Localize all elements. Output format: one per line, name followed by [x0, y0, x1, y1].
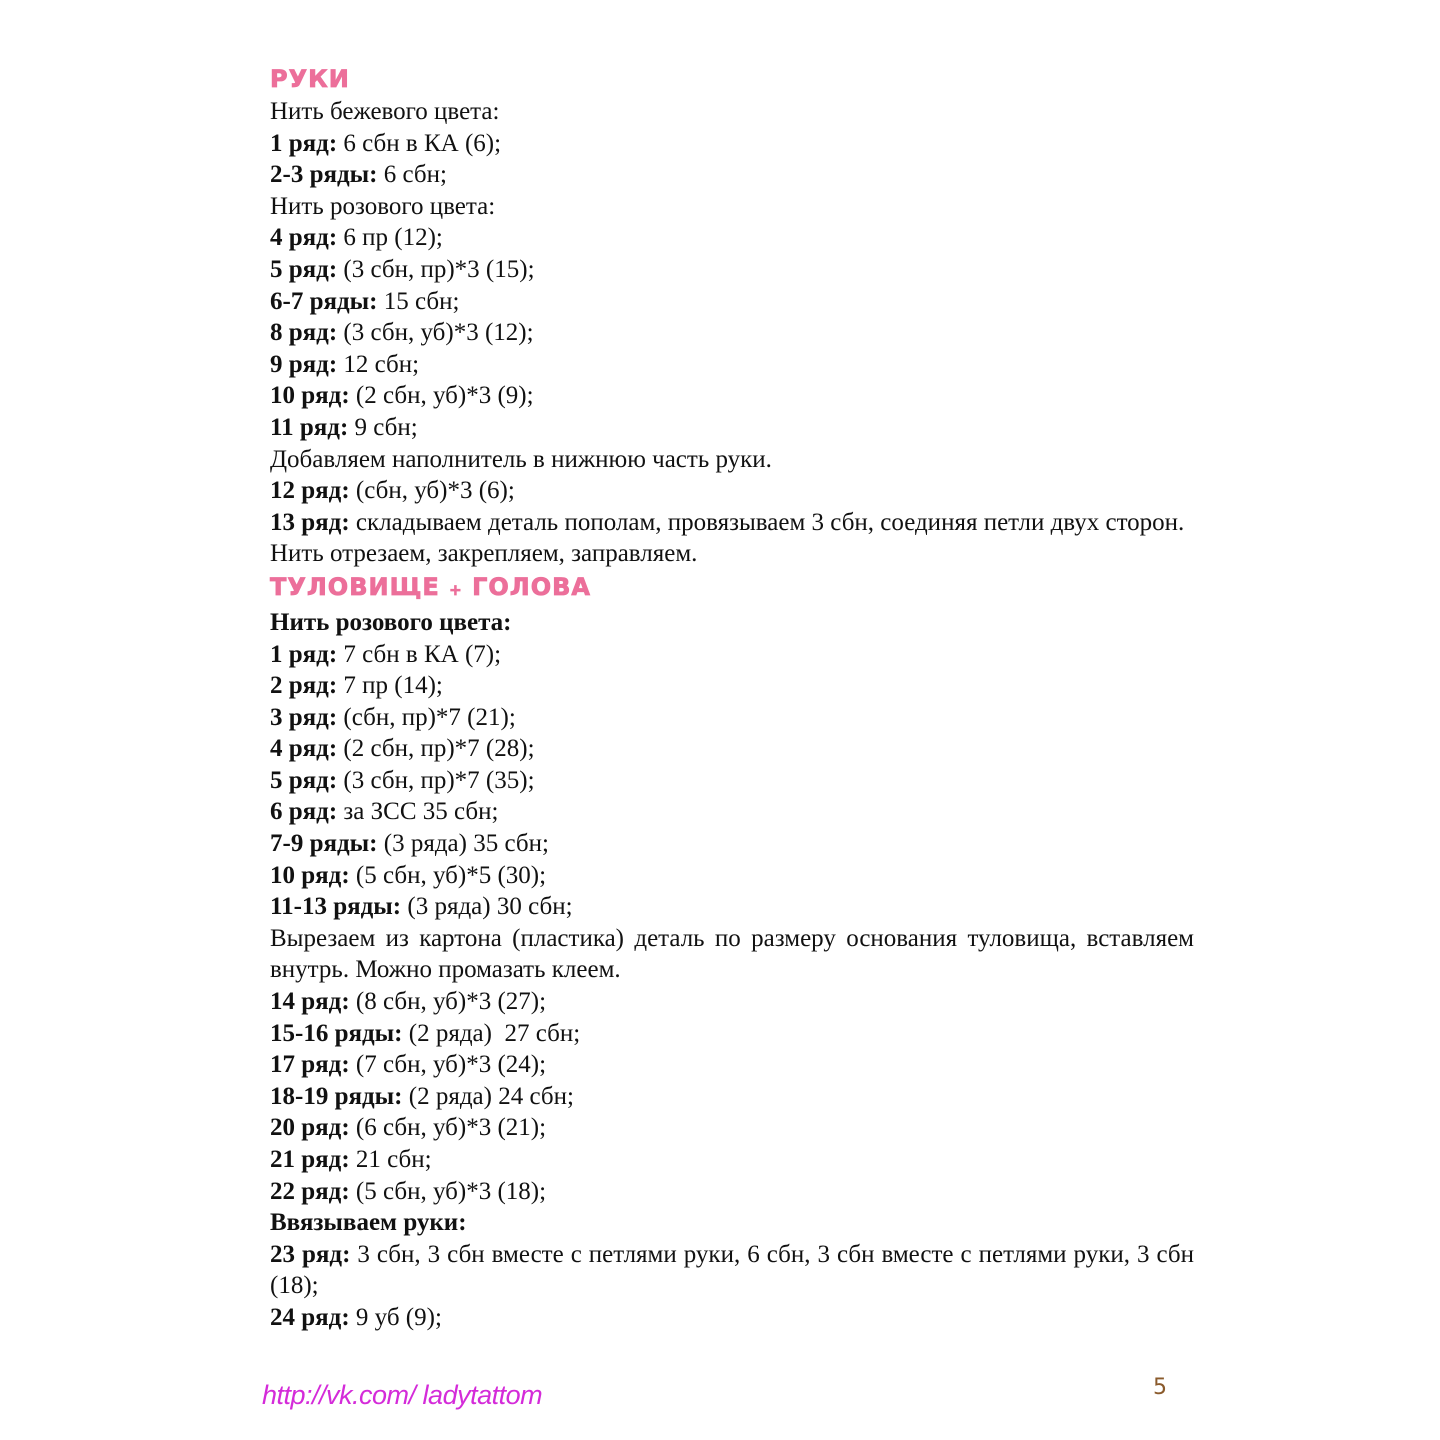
arms-line-pink: Нить розового цвета:: [270, 192, 496, 220]
body-row-5: 5 ряд: (3 сбн, пр)*7 (35);: [270, 766, 535, 794]
arms-row-2-3: 2-3 ряды: 6 сбн;: [270, 161, 447, 189]
arms-row-5: 5 ряд: (3 сбн, пр)*3 (15);: [270, 255, 535, 283]
arms-line-finish: Нить отрезаем, закрепляем, заправляем.: [270, 540, 698, 568]
body-row-18-19: 18-19 ряды: (2 ряда) 24 сбн;: [270, 1082, 574, 1110]
body-row-20: 20 ряд: (6 сбн, уб)*3 (21);: [270, 1114, 547, 1142]
body-row-21: 21 ряд: 21 сбн;: [270, 1146, 432, 1173]
arms-row-9: 9 ряд: 12 сбн;: [270, 350, 420, 378]
arms-line-1: Нить бежевого цвета:: [270, 98, 500, 125]
body-row-17: 17 ряд: (7 сбн, уб)*3 (24);: [270, 1051, 547, 1079]
arms-row-6-7: 6-7 ряды: 15 сбн;: [270, 287, 460, 315]
body-line-pink: Нить розового цвета:: [270, 608, 512, 636]
page-number: 5: [1153, 1375, 1167, 1400]
heading-body-head: ТУЛОВИЩЕ + ГОЛОВА: [270, 572, 592, 601]
arms-row-11: 11 ряд: 9 сбн;: [270, 413, 418, 441]
document-page: [270, 62, 1194, 1334]
body-line-cardboard: Вырезаем из картона (пластика) деталь по размеру основания туловища, вставляем внутрь. Можно промазать клеем.: [270, 924, 1194, 984]
body-row-23: 23 ряд: 3 сбн, 3 сбн вместе с петлями руки, 6 сбн, 3 сбн вместе с петлями руки, 3 сбн (18);: [270, 1240, 1194, 1300]
footer-link[interactable]: http://vk.com/ ladytattom: [262, 1380, 543, 1410]
arms-row-13: 13 ряд: складываем деталь пополам, провязываем 3 сбн, соединяя петли двух сторон.: [270, 508, 1185, 536]
arms-row-4: 4 ряд: 6 пр (12);: [270, 224, 443, 252]
arms-row-8: 8 ряд: (3 сбн, уб)*3 (12);: [270, 319, 534, 347]
body-row-7-9: 7-9 ряды: (3 ряда) 35 сбн;: [270, 830, 549, 858]
arms-line-stuffing: Добавляем наполнитель в нижнюю часть руки.: [270, 445, 772, 473]
body-row-10: 10 ряд: (5 сбн, уб)*5 (30);: [270, 861, 547, 889]
arms-row-12: 12 ряд: (сбн, уб)*3 (6);: [270, 477, 515, 505]
body-row-6: 6 ряд: за ЗСС 35 сбн;: [270, 798, 499, 826]
arms-row-1: 1 ряд: 6 сбн в КА (6);: [270, 129, 502, 157]
arms-row-10: 10 ряд: (2 сбн, уб)*3 (9);: [270, 382, 534, 410]
body-row-4: 4 ряд: (2 сбн, пр)*7 (28);: [270, 735, 535, 763]
body-row-3: 3 ряд: (сбн, пр)*7 (21);: [270, 703, 516, 731]
body-row-15-16: 15-16 ряды: (2 ряда) 27 сбн;: [270, 1019, 581, 1047]
body-row-14: 14 ряд: (8 сбн, уб)*3 (27);: [270, 988, 547, 1016]
heading-arms: РУКИ: [270, 65, 350, 93]
body-line-attach-arms: Ввязываем руки:: [270, 1209, 467, 1237]
body-row-1: 1 ряд: 7 сбн в КА (7);: [270, 640, 502, 668]
body-row-24: 24 ряд: 9 уб (9);: [270, 1303, 442, 1331]
body-row-22: 22 ряд: (5 сбн, уб)*3 (18);: [270, 1177, 547, 1205]
body-row-2: 2 ряд: 7 пр (14);: [270, 672, 443, 700]
body-row-11-13: 11-13 ряды: (3 ряда) 30 сбн;: [270, 893, 573, 921]
